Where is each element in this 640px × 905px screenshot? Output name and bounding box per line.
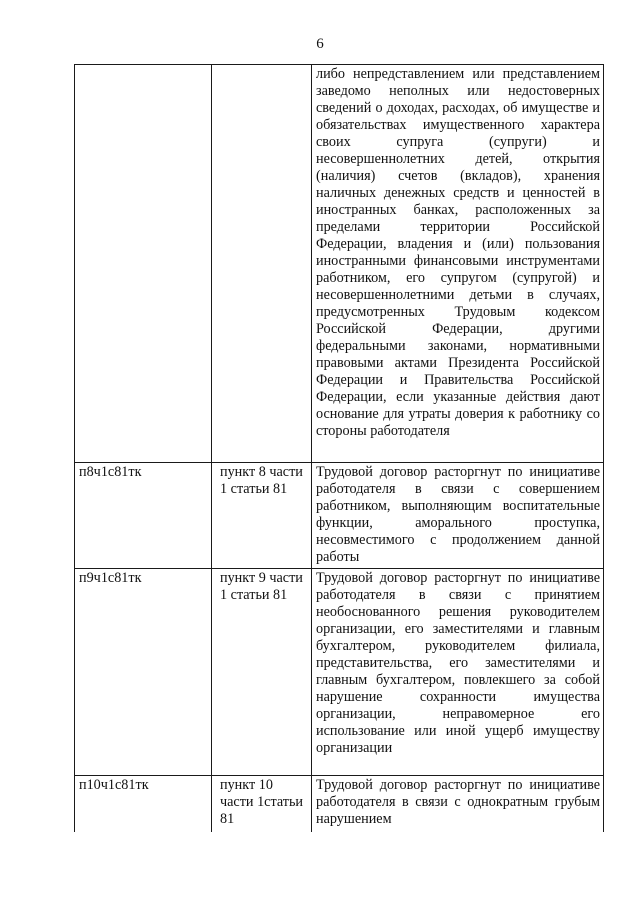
table-row [75, 65, 604, 463]
row-description-cell: Трудовой договор расторгнут по инициативе работодателя в связи с совершением работником, выполняющим воспитательные функции, аморального проступка, несовместимого с продолжением данной работы [312, 463, 604, 569]
row-description-cell: либо непредставлением или представлением заведомо неполных или недостоверных сведений о доходах, расходах, об имуществе и обязательствах имущественного характера своих супруга (супруги) и несовершеннолетних детей, открытия (наличия) счетов (вкладов), хранения наличных денежных средств и ценностей в иностранных банках, расположенных за пределами территории Российской Федерации, владения и (или) пользования иностранными финансовыми инструментами работником, его супругом (супругой) и несовершеннолетними детьми в случаях, предусмотренных Трудовым кодексом Российской Федерации, другими федеральными законами, нормативными правовыми актами Президента Российской Федерации и Правительства Российской Федерации, если указанные действия дают основание для утраты доверия к работнику со стороны работодателя [312, 65, 604, 463]
row-description-cell: Трудовой договор расторгнут по инициативе работодателя в связи с принятием необоснованного решения руководителем организации, его заместителями и главным бухгалтером, руководителем филиала, представительства, его заместителями и главным бухгалтером, повлекшего за собой нарушение сохранности имущества организации, неправомерное его использование или иной ущерб имуществу организации [312, 569, 604, 776]
table-row [75, 776, 604, 832]
row-code-cell: п8ч1с81тк [75, 463, 212, 569]
table-row [75, 463, 604, 569]
page-number: 6 [316, 36, 324, 52]
row-code-cell [75, 65, 212, 463]
row-code-cell: п10ч1с81тк [75, 776, 212, 832]
row-reference-cell [212, 65, 312, 463]
row-description-cell: Трудовой договор расторгнут по инициативе работодателя в связи с однократным грубым нарушением [312, 776, 604, 832]
row-code-cell: п9ч1с81тк [75, 569, 212, 776]
row-reference-cell: пункт 9 части 1 статьи 81 [212, 569, 312, 776]
row-reference-cell: пункт 8 части 1 статьи 81 [212, 463, 312, 569]
row-reference-cell: пункт 10 части 1статьи 81 [212, 776, 312, 832]
document-table [74, 64, 604, 832]
table-row [75, 569, 604, 776]
